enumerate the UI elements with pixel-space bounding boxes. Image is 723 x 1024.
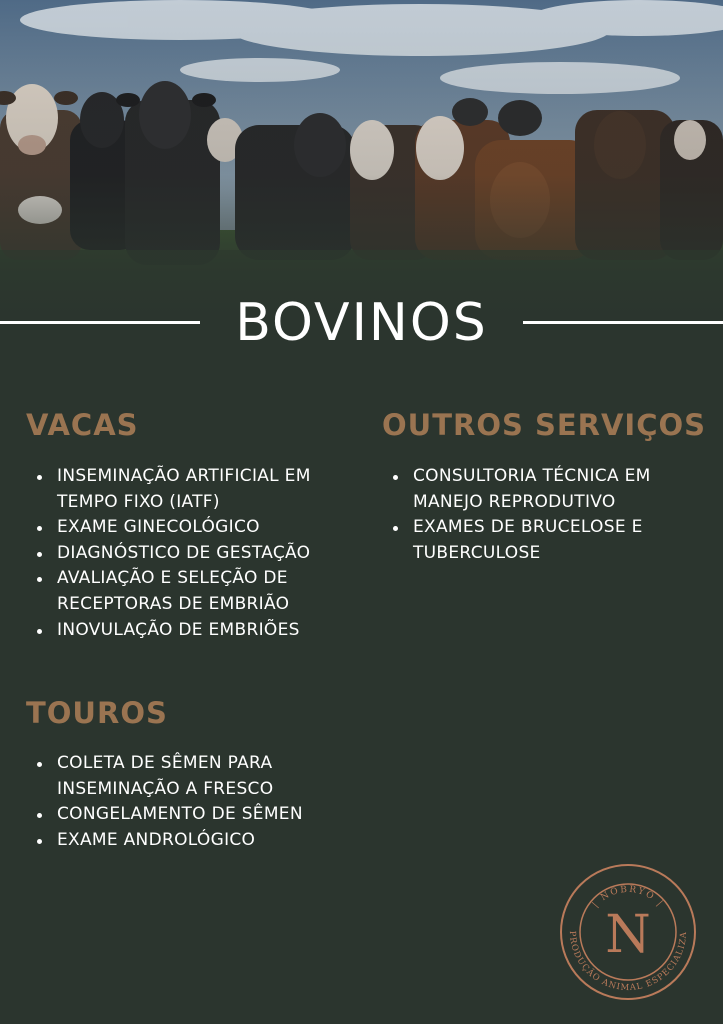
nobryo-logo-seal [558,862,698,1002]
list-item: AVALIAÇÃO E SELEÇÃO DE RECEPTORAS DE EMBRIÃO [27,566,357,617]
list-item: COLETA DE SÊMEN PARA INSEMINAÇÃO A FRESCO [27,751,337,802]
title-block [0,292,723,356]
list-item: CONGELAMENTO DE SÊMEN [27,802,337,828]
list-outros-servicos [383,464,703,566]
section-title-outros-servicos: OUTROS SERVIÇOS [382,408,707,442]
page-title: BOVINOS [235,293,488,353]
section-title-touros: TOUROS [26,696,168,730]
list-item: EXAME GINECOLÓGICO [27,515,357,541]
cattle-herd-photo [0,0,723,318]
logo-top-text: | NOBRYO | [590,884,666,910]
list-item: EXAMES DE BRUCELOSE E TUBERCULOSE [383,515,703,566]
list-item: CONSULTORIA TÉCNICA EM MANEJO REPRODUTIVO [383,464,703,515]
list-item: DIAGNÓSTICO DE GESTAÇÃO [27,541,357,567]
logo-bottom-text: PRODUÇÃO ANIMAL ESPECIALIZA [566,930,690,994]
logo-letter: N [605,905,651,965]
list-item: INOVULAÇÃO DE EMBRIÕES [27,618,357,644]
list-item: EXAME ANDROLÓGICO [27,828,337,854]
list-vacas [27,464,357,643]
section-title-vacas: VACAS [26,408,139,442]
list-item: INSEMINAÇÃO ARTIFICIAL EM TEMPO FIXO (IATF) [27,464,357,515]
list-touros [27,751,337,853]
